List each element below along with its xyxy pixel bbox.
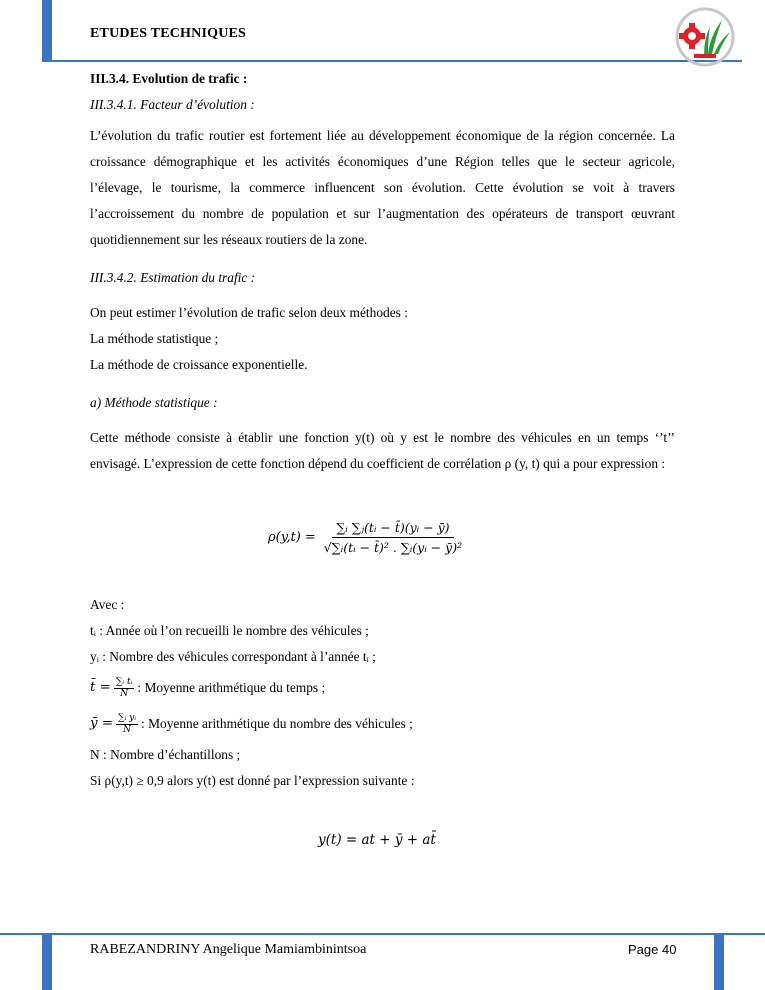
condition-line: Si ρ(y,t) ≥ 0,9 alors y(t) est donné par l’expression suivante : bbox=[90, 773, 415, 788]
paragraph-evolution: L’évolution du trafic routier est fortement liée au développement économique de la région concernée. La croissance démographique et les activités économiques d’une Région telles que le secteur agricole, l’élevage, le tourisme, la commerce influencent son évolution. Cette évolution se voit à travers l’accroissement du nombre de population et sur l’augmentation des opérateurs de transport œuvrant quotidiennement sur les réseaux routiers de la zone. bbox=[90, 128, 675, 247]
trend-equation: y(t) = at + ȳ + at̄ bbox=[318, 832, 436, 848]
definition-ybar bbox=[90, 706, 675, 742]
subsection-title: III.3.4.1. Facteur d’évolution : bbox=[90, 97, 255, 112]
text-line: Avec : bbox=[90, 597, 125, 612]
page-number: Page 40 bbox=[628, 942, 677, 957]
paragraph-method: Cette méthode consiste à établir une fonction y(t) où y est le nombre des véhicules en un temps ‘’t’’ envisagé. L’expression de cette fonction dépend du coefficient de corrélation ρ (y, t) qui a pour expression : bbox=[90, 430, 675, 471]
equation-fraction bbox=[324, 520, 462, 555]
list-item: La méthode statistique ; bbox=[90, 331, 219, 346]
header-left-bar bbox=[42, 0, 52, 62]
footer-left-bar bbox=[42, 933, 52, 990]
tbar-denominator: N bbox=[120, 688, 129, 699]
footer-right-bar bbox=[714, 933, 724, 990]
definitions-block bbox=[90, 592, 675, 794]
definition-tbar bbox=[90, 670, 675, 706]
correlation-equation bbox=[268, 520, 462, 555]
ybar-lhs: ȳ = bbox=[90, 716, 114, 731]
page-body bbox=[90, 68, 675, 477]
subsection-title: a) Méthode statistique : bbox=[90, 395, 218, 410]
ybar-numerator: ∑ᵢ yᵢ bbox=[118, 712, 137, 723]
header-rule bbox=[42, 60, 742, 62]
list-item: La méthode de croissance exponentielle. bbox=[90, 357, 308, 372]
tbar-text: : Moyenne arithmétique du temps ; bbox=[137, 680, 326, 695]
definition-ti: tᵢ : Année où l’on recueilli le nombre des véhicules ; bbox=[90, 623, 369, 638]
definition-yi: yᵢ : Nombre des véhicules correspondant à l’année tᵢ ; bbox=[90, 649, 376, 664]
header-title: ETUDES TECHNIQUES bbox=[90, 26, 247, 41]
ybar-text: : Moyenne arithmétique du nombre des véhicules ; bbox=[141, 716, 413, 731]
section-title: III.3.4. Evolution de trafic : bbox=[90, 71, 248, 86]
subsection-title: III.3.4.2. Estimation du trafic : bbox=[90, 270, 256, 285]
ybar-denominator: N bbox=[123, 724, 131, 735]
ybar-fraction bbox=[116, 713, 138, 736]
definition-n: N : Nombre d’échantillons ; bbox=[90, 747, 241, 762]
tbar-fraction bbox=[114, 677, 135, 700]
equation-denominator: √∑ᵢ(tᵢ − t̄)² . ∑ᵢ(yᵢ − ȳ)² bbox=[323, 540, 463, 555]
footer-author: RABEZANDRINY Angelique Mamiambinintsoa bbox=[90, 942, 367, 957]
logo-icon bbox=[670, 6, 740, 68]
footer-rule bbox=[0, 933, 765, 935]
equation-lhs: ρ(y,t) = bbox=[268, 530, 316, 545]
equation-numerator: ∑ᵢ ∑ⱼ(tᵢ − t̄)(yᵢ − ȳ) bbox=[332, 520, 453, 538]
tbar-lhs: t̄ = bbox=[90, 680, 111, 695]
text-line: On peut estimer l’évolution de trafic selon deux méthodes : bbox=[90, 305, 408, 320]
tbar-numerator: ∑ᵢ tᵢ bbox=[115, 676, 133, 687]
